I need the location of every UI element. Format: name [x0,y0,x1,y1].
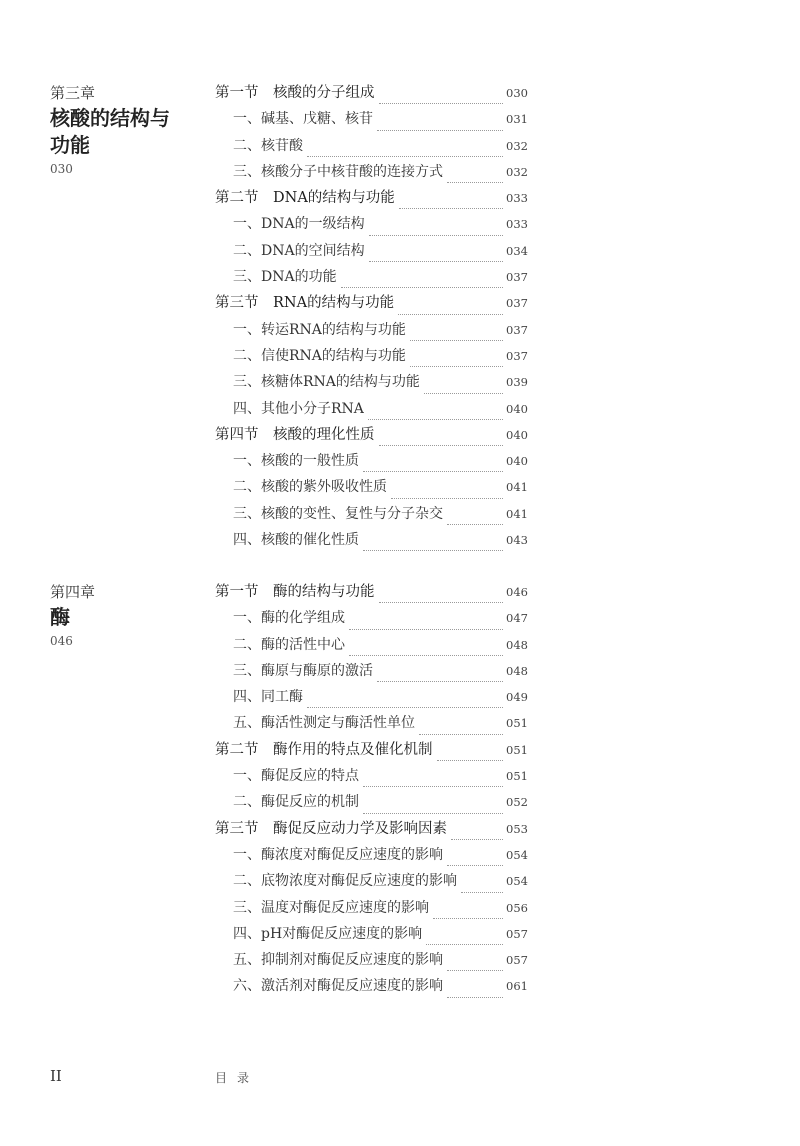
toc-entry-page: 057 [506,953,528,968]
toc-entry-title: 一、酶促反应的特点 [233,768,359,785]
dot-leader [437,759,504,761]
dot-leader [451,838,503,840]
toc-entry-page: 047 [506,611,528,626]
toc-entry-page: 054 [506,874,528,889]
chapter-title-line: 核酸的结构与 [50,106,170,130]
toc-section-entry[interactable] [215,426,528,452]
toc-entry-page: 033 [506,191,528,206]
dot-leader [379,102,504,104]
footer-page-number: II [50,1067,62,1085]
dot-leader [363,812,503,814]
dot-leader [399,207,503,209]
dot-leader [433,917,503,919]
dot-leader [410,339,503,341]
toc-section-entry[interactable] [215,84,528,110]
toc-entry-title: 第一节 核酸的分子组成 [215,85,375,101]
toc-entry-page: 056 [506,900,528,915]
dot-leader [424,392,503,394]
chapter-title [50,105,200,159]
chapter-heading [50,583,200,648]
toc-entry-title: 一、转运RNA的结构与功能 [233,321,406,338]
toc-entry-page: 037 [506,348,528,363]
toc-list [215,84,528,557]
toc-entry-title: 二、核酸的紫外吸收性质 [233,479,387,496]
toc-entry-title: 三、温度对酶促反应速度的影响 [233,899,429,916]
toc-item-entry[interactable] [215,137,528,163]
chapter-label: 第三章 [50,84,96,102]
toc-entry-page: 032 [506,138,528,153]
toc-entry-title: 第二节 DNA的结构与功能 [215,190,395,207]
toc-entry-title: 第四节 核酸的理化性质 [215,426,375,443]
dot-leader [341,286,503,288]
toc-entry-title: 二、酶促反应的机制 [233,794,359,811]
toc-item-entry[interactable] [215,321,528,347]
dot-leader [307,706,503,708]
toc-entry-page: 046 [506,585,528,599]
chapter-title-line: 功能 [50,133,90,157]
toc-section-entry[interactable] [215,294,528,320]
toc-entry-title: 五、抑制剂对酶促反应速度的影响 [233,952,443,969]
toc-item-entry[interactable] [215,478,528,504]
dot-leader [307,155,503,157]
toc-entry-page: 039 [506,375,528,390]
toc-section-entry[interactable] [215,189,528,215]
toc-entry-title: 二、DNA的空间结构 [233,242,365,259]
dot-leader [419,733,503,735]
toc-section-entry[interactable] [215,741,528,767]
toc-entry-page: 041 [506,506,528,521]
toc-entry-title: 第三节 酶促反应动力学及影响因素 [215,820,447,837]
footer-section-title: 目录 [215,1071,260,1085]
toc-entry-title: 二、底物浓度对酶促反应速度的影响 [233,873,457,890]
dot-leader [447,996,503,998]
toc-entry-page: 030 [506,86,528,100]
toc-entry-title: 二、信使RNA的结构与功能 [233,347,406,364]
toc-entry-page: 041 [506,480,528,495]
chapter-heading [50,84,200,176]
toc-entry-page: 031 [506,112,528,127]
toc-item-entry[interactable] [215,452,528,478]
toc-entry-page: 040 [506,427,528,442]
toc-section-entry[interactable] [215,583,528,609]
dot-leader [363,549,503,551]
chapter-title-line: 酶 [50,605,70,629]
toc-entry-title: 一、碱基、戊糖、核苷 [233,111,373,128]
toc-list [215,583,528,1004]
toc-item-entry[interactable] [215,268,528,294]
toc-entry-page: 054 [506,847,528,862]
chapter-title [50,604,200,631]
toc-entry-title: 二、酶的活性中心 [233,636,345,653]
toc-entry-title: 四、其他小分子RNA [233,400,364,417]
toc-item-entry[interactable] [215,899,528,925]
toc-entry-title: 六、激活剂对酶促反应速度的影响 [233,978,443,995]
toc-entry-title: 第二节 酶作用的特点及催化机制 [215,741,433,758]
toc-entry-page: 040 [506,401,528,416]
toc-entry-page: 032 [506,164,528,179]
chapter-page-number: 030 [50,162,73,176]
toc-entry-page: 051 [506,716,528,731]
toc-entry-title: 第一节 酶的结构与功能 [215,584,375,600]
toc-entry-page: 051 [506,742,528,757]
toc-item-entry[interactable] [215,400,528,426]
toc-item-entry[interactable] [215,609,528,635]
toc-entry-page: 057 [506,926,528,941]
dot-leader [377,680,503,682]
toc-entry-page: 052 [506,795,528,810]
toc-item-entry[interactable] [215,925,528,951]
toc-item-entry[interactable] [215,872,528,898]
toc-item-entry[interactable] [215,688,528,714]
toc-entry-title: 四、同工酶 [233,689,303,706]
toc-entry-page: 049 [506,690,528,705]
dot-leader [349,628,503,630]
toc-section-entry[interactable] [215,820,528,846]
dot-leader [426,943,503,945]
dot-leader [461,891,503,893]
toc-entry-title: 一、DNA的一级结构 [233,216,365,233]
toc-entry-title: 一、酶浓度对酶促反应速度的影响 [233,846,443,863]
toc-entry-title: 五、酶活性测定与酶活性单位 [233,715,415,732]
toc-entry-title: 三、核糖体RNA的结构与功能 [233,374,420,391]
toc-item-entry[interactable] [215,636,528,662]
toc-entry-page: 048 [506,637,528,652]
toc-entry-title: 三、DNA的功能 [233,269,337,286]
toc-item-entry[interactable] [215,662,528,688]
toc-entry-title: 一、核酸的一般性质 [233,453,359,470]
toc-entry-page: 034 [506,243,528,258]
dot-leader [447,181,503,183]
toc-entry-title: 四、pH对酶促反应速度的影响 [233,925,423,942]
toc-item-entry[interactable] [215,846,528,872]
dot-leader [349,654,503,656]
toc-item-entry[interactable] [215,242,528,268]
dot-leader [410,365,503,367]
chapter-page-number: 046 [50,634,73,648]
toc-item-entry[interactable] [215,215,528,241]
toc-item-entry[interactable] [215,977,528,1003]
toc-item-entry[interactable] [215,793,528,819]
dot-leader [398,313,503,315]
toc-item-entry[interactable] [215,505,528,531]
dot-leader [447,969,503,971]
toc-entry-title: 四、核酸的催化性质 [233,532,359,549]
toc-entry-title: 三、核酸的变性、复性与分子杂交 [233,505,443,522]
dot-leader [447,864,503,866]
toc-entry-page: 037 [506,296,528,311]
toc-entry-page: 033 [506,217,528,232]
toc-item-entry[interactable] [215,347,528,373]
dot-leader [363,470,503,472]
dot-leader [447,523,503,525]
dot-leader [391,497,503,499]
toc-entry-title: 三、酶原与酶原的激活 [233,662,373,679]
toc-entry-page: 051 [506,769,528,784]
dot-leader [363,785,503,787]
chapter-label: 第四章 [50,583,96,601]
dot-leader [377,129,503,131]
toc-entry-page: 043 [506,533,528,548]
toc-item-entry[interactable] [215,110,528,136]
toc-item-entry[interactable] [215,767,528,793]
dot-leader [369,260,503,262]
dot-leader [368,418,503,420]
dot-leader [379,444,504,446]
toc-entry-page: 061 [506,979,528,994]
dot-leader [379,601,504,603]
toc-item-entry[interactable] [215,373,528,399]
toc-entry-title: 二、核苷酸 [233,137,303,154]
toc-entry-page: 040 [506,454,528,469]
toc-item-entry[interactable] [215,714,528,740]
toc-item-entry[interactable] [215,163,528,189]
toc-item-entry[interactable] [215,951,528,977]
toc-item-entry[interactable] [215,531,528,557]
toc-entry-page: 037 [506,270,528,285]
dot-leader [369,234,503,236]
toc-entry-title: 三、核酸分子中核苷酸的连接方式 [233,163,443,180]
toc-entry-title: 一、酶的化学组成 [233,610,345,627]
toc-entry-page: 053 [506,821,528,836]
toc-entry-title: 第三节 RNA的结构与功能 [215,295,395,312]
toc-entry-page: 048 [506,663,528,678]
toc-entry-page: 037 [506,322,528,337]
